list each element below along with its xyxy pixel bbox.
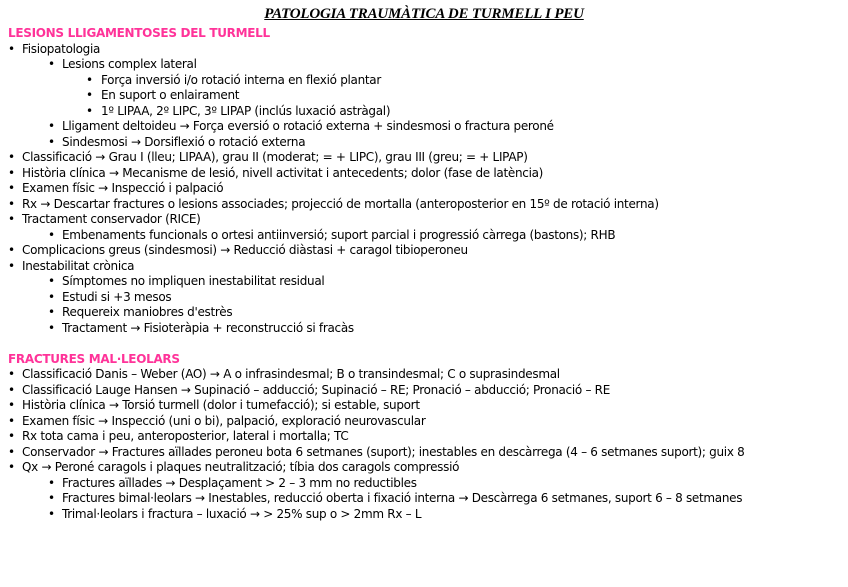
list-item: • Fisiopatologia: [8, 42, 840, 58]
list-item: • Classificació Danis – Weber (AO) → A o infrasindesmal; B o transindesmal; C o suprasindesmal: [8, 367, 840, 383]
list-item: • Lligament deltoideu → Força eversió o rotació externa + sindesmosi o fractura peroné: [8, 119, 840, 135]
section-malleolar-fractures: [8, 352, 840, 523]
list-item: • Conservador → Fractures aïllades peroneu bota 6 setmanes (suport); inestables en descàrrega (4 – 6 setmanes suport); guix 8: [8, 445, 840, 461]
list-item: • Qx → Peroné caragols i plaques neutralització; tíbia dos caragols compressió: [8, 460, 840, 476]
list-item: • Força inversió i/o rotació interna en flexió plantar: [8, 73, 840, 89]
list-item: • En suport o enlairament: [8, 88, 840, 104]
list-item: • Símptomes no impliquen inestabilitat residual: [8, 274, 840, 290]
list-item: • Història clínica → Torsió turmell (dolor i tumefacció); si estable, suport: [8, 398, 840, 414]
list-item: • Examen físic → Inspecció i palpació: [8, 181, 840, 197]
list-item: • Rx → Descartar fractures o lesions associades; projecció de mortalla (anteroposterior en 15º de rotació interna): [8, 197, 840, 213]
list-item: • Història clínica → Mecanisme de lesió, nivell activitat i antecedents; dolor (fase de latència): [8, 166, 840, 182]
list-item: • Tractament → Fisioteràpia + reconstrucció si fracàs: [8, 321, 840, 337]
list-item: • Requereix maniobres d'estrès: [8, 305, 840, 321]
list-item: • 1º LIPAA, 2º LIPC, 3º LIPAP (inclús luxació astràgal): [8, 104, 840, 120]
list-item: • Lesions complex lateral: [8, 57, 840, 73]
list-item: • Classificació → Grau I (lleu; LIPAA), grau II (moderat; = + LIPC), grau III (greu; = + LIPAP): [8, 150, 840, 166]
list-item: • Embenaments funcionals o ortesi antiinversió; suport parcial i progressió càrrega (bastons); RHB: [8, 228, 840, 244]
list-item: • Trimal·leolars i fractura – luxació → > 25% sup o > 2mm Rx – L: [8, 507, 840, 523]
section-heading: FRACTURES MAL·LEOLARS: [8, 351, 180, 366]
list-item: • Fractures aïllades → Desplaçament > 2 – 3 mm no reductibles: [8, 476, 840, 492]
list-item: • Sindesmosi → Dorsiflexió o rotació externa: [8, 135, 840, 151]
section-list: [8, 367, 840, 522]
list-item: • Tractament conservador (RICE): [8, 212, 840, 228]
document-title: PATOLOGIA TRAUMÀTICA DE TURMELL I PEU: [264, 6, 584, 22]
list-item: • Rx tota cama i peu, anteroposterior, lateral i mortalla; TC: [8, 429, 840, 445]
section-spacer: [8, 336, 840, 352]
list-item: • Fractures bimal·leolars → Inestables, reducció oberta i fixació interna → Descàrrega 6 setmanes, suport 6 – 8 setmanes: [8, 491, 840, 507]
list-item: • Inestabilitat crònica: [8, 259, 840, 275]
section-ligament-injuries: [8, 26, 840, 336]
section-heading: LESIONS LLIGAMENTOSES DEL TURMELL: [8, 26, 270, 40]
list-item: • Complicacions greus (sindesmosi) → Reducció diàstasi + caragol tibioperoneu: [8, 243, 840, 259]
list-item: • Examen físic → Inspecció (uni o bi), palpació, exploració neurovascular: [8, 414, 840, 430]
list-item: • Classificació Lauge Hansen → Supinació – adducció; Supinació – RE; Pronació – abducció; Pronació – RE: [8, 383, 840, 399]
list-item: • Estudi si +3 mesos: [8, 290, 840, 306]
section-list: [8, 42, 840, 337]
